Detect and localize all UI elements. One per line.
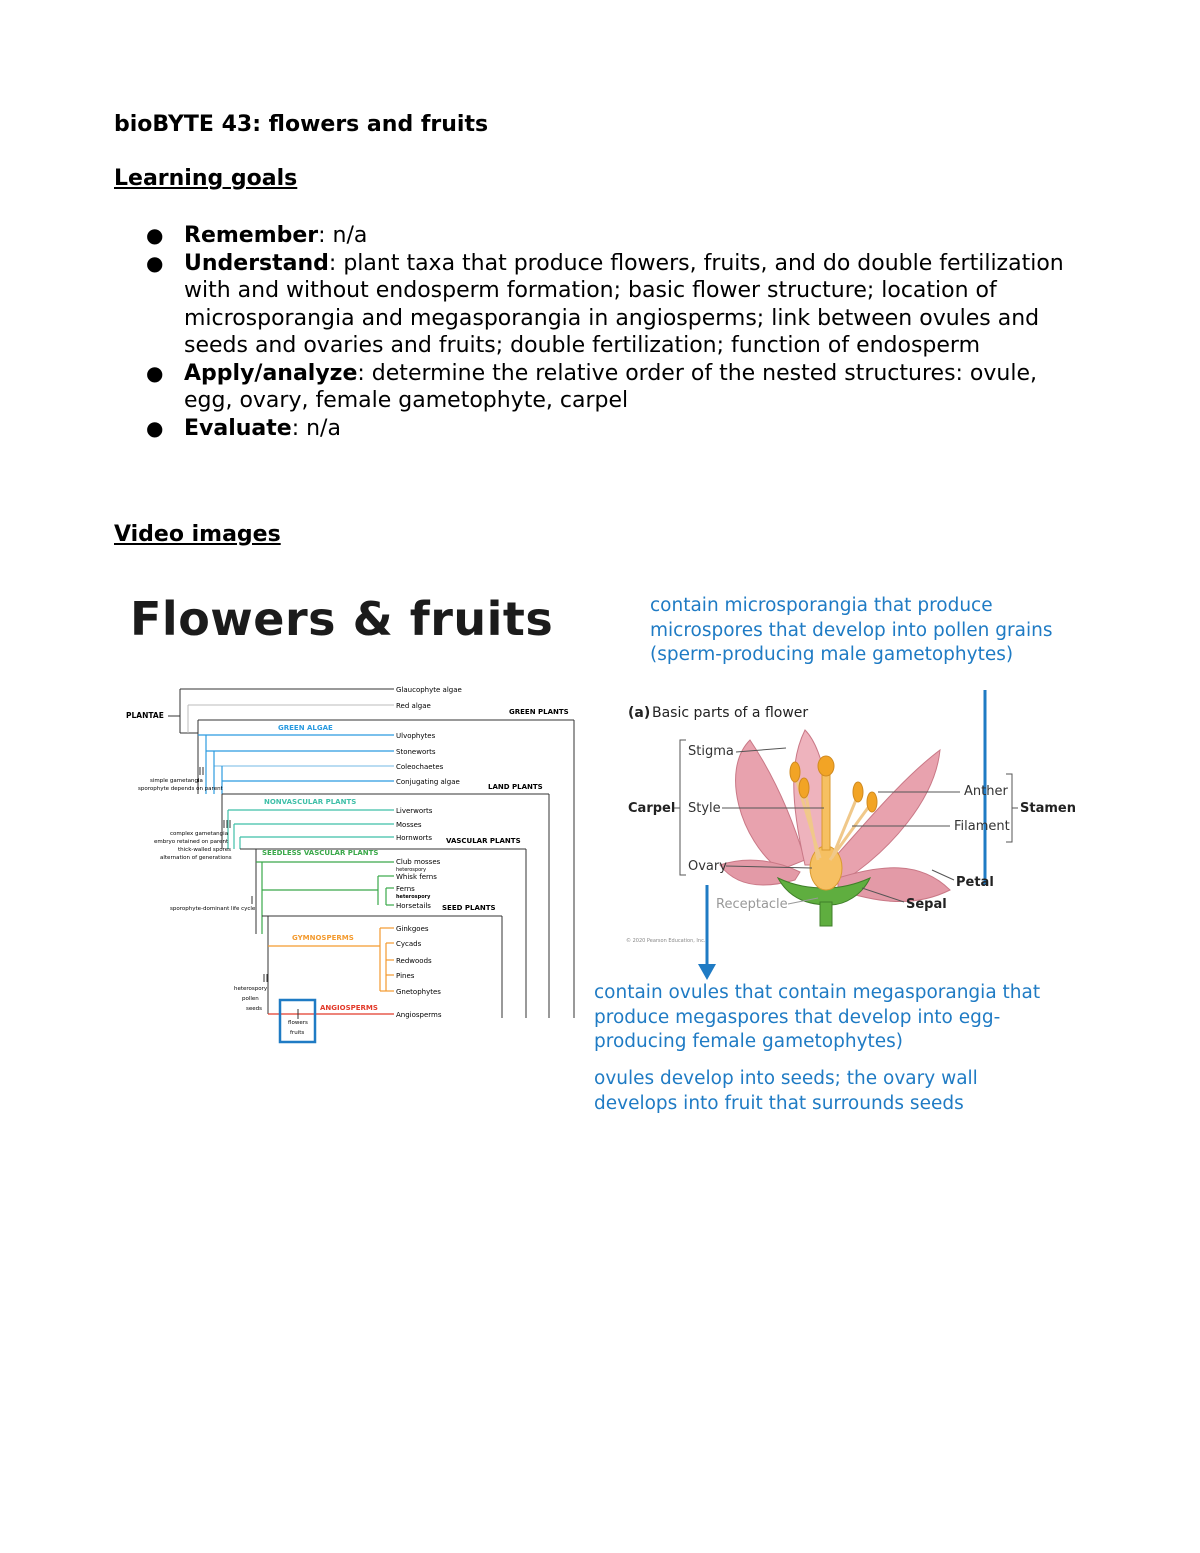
receptacle-label: Receptacle — [716, 897, 788, 912]
panel-title: Basic parts of a flower — [652, 705, 809, 721]
trait-label: complex gametangia — [170, 831, 229, 837]
seeds-fruit-callout: ovules develop into seeds; the ovary wall develops into fruit that surrounds seeds — [594, 1068, 978, 1114]
taxon-label: Coleochaetes — [396, 763, 444, 771]
trait-label: heterospory — [396, 867, 427, 873]
learning-goals-heading: Learning goals — [114, 166, 298, 191]
clade-label: SEEDLESS VASCULAR PLANTS — [262, 849, 379, 857]
taxon-label: Ferns — [396, 885, 415, 893]
trait-label: heterospory — [234, 986, 268, 992]
filament-label: Filament — [954, 819, 1010, 834]
trait-label: thick-walled spores — [178, 847, 232, 853]
taxon-label: Horsetails — [396, 902, 431, 910]
svg-text:(a) — [628, 705, 650, 721]
clade-label: LAND PLANTS — [488, 783, 543, 791]
clade-label: GREEN ALGAE — [278, 724, 333, 732]
anther-shape — [853, 782, 863, 802]
taxon-label: Mosses — [396, 821, 422, 829]
petal-label: Petal — [956, 875, 994, 890]
goal-text: : n/a — [291, 415, 341, 441]
anther-shape — [867, 792, 877, 812]
trait-label: embryo retained on parent — [154, 839, 229, 845]
taxon-label: Hornworts — [396, 834, 433, 842]
anther-shape — [799, 778, 809, 798]
phylogenetic-tree — [116, 684, 580, 1064]
taxon-label: Redwoods — [396, 957, 432, 965]
trait-label: flowers — [288, 1020, 308, 1026]
style-label: Style — [688, 801, 721, 816]
goal-label: Apply/analyze — [184, 360, 358, 386]
trait-label: heterospory — [396, 894, 431, 900]
list-item — [114, 415, 1074, 443]
goal-label: Understand — [184, 250, 329, 276]
video-images-heading: Video images — [114, 522, 281, 547]
stamen-callout: contain microsporangia that produce microspores that develop into pollen grains (sperm-producing male gametophytes) — [650, 595, 1053, 665]
ovary-label: Ovary — [688, 859, 727, 874]
page-title: bioBYTE 43: flowers and fruits — [114, 112, 489, 137]
clade-label: GYMNOSPERMS — [292, 934, 354, 942]
goal-label: Remember — [184, 223, 319, 248]
goal-text: : n/a — [318, 223, 368, 248]
flower-figure — [590, 590, 1090, 1120]
carpel-callout: contain ovules that contain megasporangia that produce megaspores that develop into egg-producing female gametophytes) — [594, 982, 1041, 1052]
taxon-label: Liverworts — [396, 807, 433, 815]
panel-label: (a) — [628, 705, 651, 721]
taxon-label: Conjugating algae — [396, 778, 460, 786]
anther-label: Anther — [964, 784, 1008, 799]
sepal-label: Sepal — [906, 897, 947, 912]
goal-text: : plant taxa that produce flowers, fruits, and do double fertilization with and without endosperm formation; basic flower structure; location of microsporangia and megasporangia in angiosperms; link between ovules and seeds and ovaries and fruits; double fertilization; function of endosperm — [184, 250, 1064, 358]
bullet-icon: ● — [146, 250, 164, 275]
taxon-label: Pines — [396, 972, 415, 980]
taxon-label: Whisk ferns — [396, 873, 437, 881]
learning-goals-list — [114, 222, 1074, 442]
taxon-label: Angiosperms — [396, 1011, 442, 1019]
trait-label: sporophyte depends on parent — [138, 786, 223, 792]
taxon-label: Gnetophytes — [396, 988, 441, 996]
list-item — [114, 360, 1074, 415]
taxon-label: Club mosses — [396, 858, 441, 866]
credit-text: © 2020 Pearson Education, Inc. — [626, 938, 706, 944]
style-shape — [822, 770, 830, 850]
flower-diagram — [590, 690, 1090, 980]
clade-label: GREEN PLANTS — [509, 708, 569, 716]
taxon-label: Red algae — [396, 702, 431, 710]
phylogeny-figure — [116, 592, 580, 1062]
goal-label: Evaluate — [184, 415, 292, 441]
stigma-label: Stigma — [688, 744, 734, 759]
clade-label: NONVASCULAR PLANTS — [264, 798, 357, 806]
taxon-label: Stoneworts — [396, 748, 436, 756]
arrowhead-icon — [698, 964, 716, 980]
taxon-label: Cycads — [396, 940, 422, 948]
clade-label: ANGIOSPERMS — [320, 1004, 378, 1012]
stigma-shape — [818, 756, 834, 776]
root-label: PLANTAE — [126, 711, 164, 720]
anther-shape — [790, 762, 800, 782]
taxon-label: Glaucophyte algae — [396, 686, 462, 694]
trait-label: sporophyte-dominant life cycle — [170, 906, 256, 912]
clade-label: VASCULAR PLANTS — [446, 837, 521, 845]
list-item — [114, 250, 1074, 360]
list-item — [114, 222, 1074, 250]
goal-text: : determine the relative order of the nested structures: ovule, egg, ovary, female gametophyte, carpel — [184, 360, 1037, 413]
petal-shape — [825, 750, 940, 880]
clade-label: SEED PLANTS — [442, 904, 496, 912]
stamen-label: Stamen — [1020, 801, 1076, 816]
trait-label: pollen — [242, 996, 259, 1002]
bullet-icon: ● — [146, 360, 164, 385]
figure-title: Flowers & fruits — [130, 592, 554, 646]
taxon-label: Ulvophytes — [396, 732, 436, 740]
bullet-icon: ● — [146, 223, 164, 247]
trait-label: seeds — [246, 1006, 262, 1012]
bullet-icon: ● — [146, 415, 164, 440]
trait-label: simple gametangia — [150, 778, 203, 784]
taxon-label: Ginkgoes — [396, 925, 429, 933]
trait-label: alternation of generations — [160, 855, 232, 861]
stem-shape — [820, 902, 832, 926]
carpel-label: Carpel — [628, 801, 676, 816]
trait-label: fruits — [290, 1030, 305, 1036]
